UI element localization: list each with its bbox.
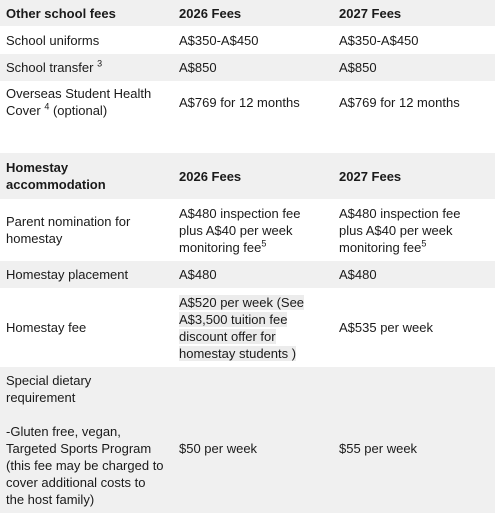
footnote-ref: 5 <box>261 238 267 249</box>
fee-2026: A$480 inspection fee plus A$40 per week monitoring fee$^5$ <box>179 205 301 255</box>
other-fees-header: Other school fees <box>6 5 116 21</box>
fee-2027: A$850 <box>339 60 377 75</box>
table-row <box>0 367 495 513</box>
table-row <box>0 26 495 54</box>
table-row <box>0 54 495 81</box>
row-label: Special dietary requirement -Gluten free, vegan, Targeted Sports Program (this fee may be charged to cover additional costs to the host family) <box>6 373 164 507</box>
fee-2026: A$850 <box>179 60 217 75</box>
homestay-header-row <box>0 153 495 199</box>
row-label: Homestay placement <box>6 267 129 282</box>
fee-2027: $55 per week <box>339 441 418 456</box>
row-label: Parent nomination for homestay <box>6 214 131 246</box>
fees-2026-header: 2026 Fees <box>179 5 242 21</box>
footnote-ref: 4 <box>44 101 50 112</box>
fee-2027: A$480 inspection fee plus A$40 per week monitoring fee$^5$ <box>339 205 461 255</box>
fees-2026-header: 2026 Fees <box>179 168 242 184</box>
footnote-ref: 5 <box>421 238 427 249</box>
row-label: School transfer $^3$ <box>6 58 103 75</box>
homestay-header: Homestay accommodation <box>6 160 106 192</box>
fee-2027: A$769 for 12 months <box>339 94 460 110</box>
fee-2026: A$350-A$450 <box>179 32 259 48</box>
table-row <box>0 261 495 288</box>
fee-2027: A$535 per week <box>339 320 433 335</box>
row-label: School uniforms <box>6 32 100 48</box>
row-label: Overseas Student Health Cover $^4$ (optional) <box>6 86 152 118</box>
other-fees-header-row <box>0 0 495 26</box>
table-row <box>0 199 495 261</box>
fee-2027: A$480 <box>339 267 377 282</box>
row-label: Homestay fee <box>6 320 87 335</box>
table-row <box>0 288 495 367</box>
fee-2026: $50 per week <box>179 441 258 456</box>
fee-2026: A$480 <box>179 267 217 282</box>
fees-2027-header: 2027 Fees <box>339 168 402 184</box>
fees-2027-header: 2027 Fees <box>339 5 402 21</box>
footnote-ref: 3 <box>97 58 103 69</box>
fee-2027: A$350-A$450 <box>339 32 419 48</box>
fee-2026: A$520 per week (See A$3,500 tuition fee discount offer for homestay students ) <box>179 294 305 361</box>
table-row <box>0 81 495 123</box>
fee-2026: A$769 for 12 months <box>179 94 300 110</box>
